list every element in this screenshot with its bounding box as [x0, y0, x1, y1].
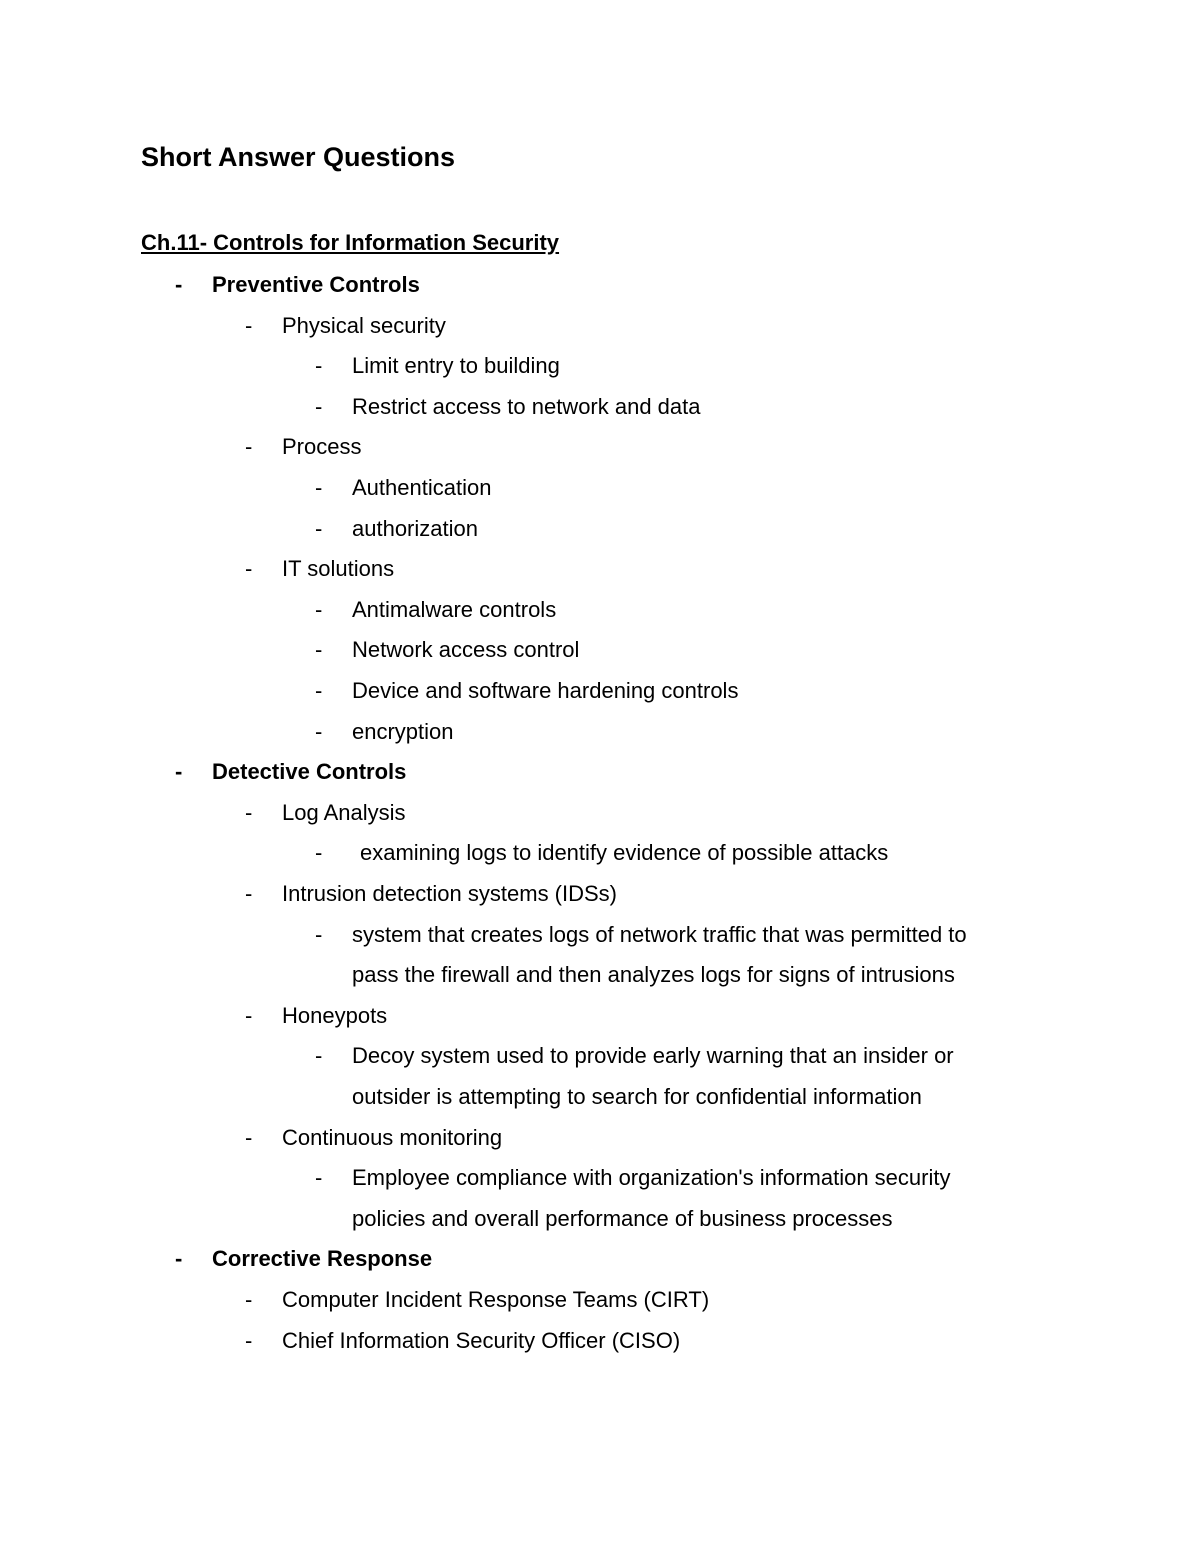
outline-item-text: system that creates logs of network traffic that was permitted to	[352, 922, 967, 947]
bullet-dash: -	[245, 1287, 253, 1312]
outline-item-continuation: outsider is attempting to search for confidential information	[352, 1084, 922, 1109]
bullet-dash: -	[315, 719, 323, 744]
outline-item-text: Corrective Response	[212, 1246, 433, 1271]
outline-item-text: Chief Information Security Officer (CISO)	[282, 1328, 681, 1353]
page-title: Short Answer Questions	[141, 142, 456, 172]
outline-item-text: Antimalware controls	[352, 597, 557, 622]
outline-item-text: Preventive Controls	[212, 272, 420, 297]
bullet-dash: -	[315, 597, 323, 622]
outline-item-text: IT solutions	[282, 556, 395, 581]
bullet-dash: -	[315, 516, 323, 541]
outline-item-text: Honeypots	[282, 1003, 388, 1028]
bullet-dash: -	[245, 313, 253, 338]
outline-item-text: encryption	[352, 719, 454, 744]
outline-item-text: Device and software hardening controls	[352, 678, 739, 703]
bullet-dash: -	[245, 434, 253, 459]
bullet-dash: -	[315, 840, 323, 865]
bullet-dash: -	[315, 678, 323, 703]
bullet-dash: -	[175, 272, 183, 297]
bullet-dash: -	[175, 1246, 183, 1271]
bullet-dash: -	[315, 353, 323, 378]
outline-item-text: Decoy system used to provide early warning that an insider or	[352, 1043, 954, 1068]
outline-item-text: Restrict access to network and data	[352, 394, 701, 419]
bullet-dash: -	[315, 394, 323, 419]
bullet-dash: -	[315, 637, 323, 662]
bullet-dash: -	[175, 759, 183, 784]
outline-item-text: Continuous monitoring	[282, 1125, 503, 1150]
bullet-dash: -	[315, 922, 323, 947]
outline-item-text: Computer Incident Response Teams (CIRT)	[282, 1287, 710, 1312]
outline-item-text: Detective Controls	[212, 759, 407, 784]
bullet-dash: -	[245, 800, 253, 825]
bullet-dash: -	[245, 1328, 253, 1353]
bullet-dash: -	[245, 881, 253, 906]
bullet-dash: -	[245, 556, 253, 581]
bullet-dash: -	[315, 475, 323, 500]
bullet-dash: -	[245, 1003, 253, 1028]
outline-item-text: authorization	[352, 516, 478, 541]
outline-item-text: Network access control	[352, 637, 580, 662]
outline-item-text: Limit entry to building	[352, 353, 560, 378]
section-heading: Ch.11- Controls for Information Security	[141, 230, 560, 255]
outline-item-text: Process	[282, 434, 362, 459]
outline-item-text: Physical security	[282, 313, 446, 338]
bullet-dash: -	[315, 1165, 323, 1190]
bullet-dash: -	[245, 1125, 253, 1150]
outline-item-text: Intrusion detection systems (IDSs)	[282, 881, 618, 906]
outline-item-continuation: policies and overall performance of business processes	[352, 1206, 893, 1231]
outline-item-text: Authentication	[352, 475, 492, 500]
outline-item-text: Employee compliance with organization's information security	[352, 1165, 951, 1190]
outline-item-continuation: pass the firewall and then analyzes logs for signs of intrusions	[352, 962, 955, 987]
outline-item-text: examining logs to identify evidence of possible attacks	[360, 840, 889, 865]
bullet-dash: -	[315, 1043, 323, 1068]
outline-item-text: Log Analysis	[282, 800, 406, 825]
